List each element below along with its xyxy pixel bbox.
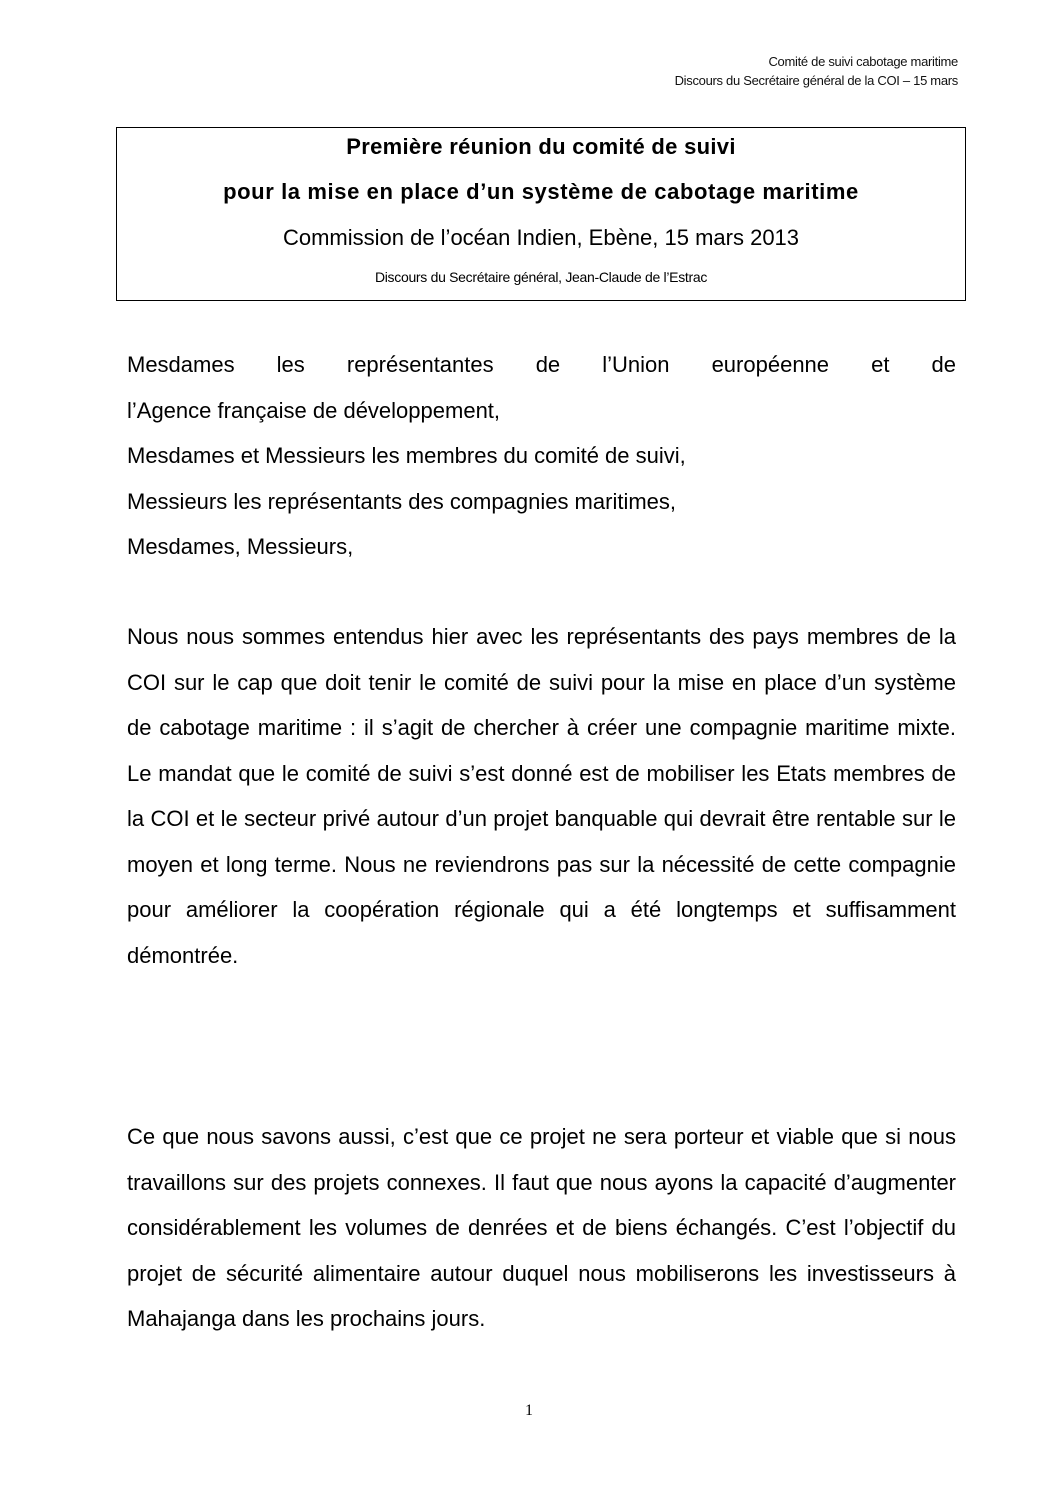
- salutations: [127, 342, 956, 570]
- body-paragraph: Ce que nous savons aussi, c’est que ce projet ne sera porteur et viable que si nous travaillons sur des projets connexes. Il faut que nous ayons la capacité d’augmenter considérablement les volumes de denrées et de biens échangés. C’est l’objectif du projet de sécurité alimentaire autour duquel nous mobiliserons les investisseurs à Mahajanga dans les prochains jours.: [127, 1124, 956, 1331]
- running-header: [675, 52, 958, 90]
- event-location-date: Commission de l’océan Indien, Ebène, 15 mars 2013: [282, 225, 800, 250]
- document-title: Première réunion du comité de suivi: [346, 134, 736, 159]
- salutation-line: Mesdames les représentantes de l’Union européenne et de: [127, 352, 956, 377]
- body-paragraph: Nous nous sommes entendus hier avec les représentants des pays membres de la COI sur le cap que doit tenir le comité de suivi pour la mise en place d’un système de cabotage maritime : il s’agit de chercher à créer une compagnie maritime mixte. Le mandat que le comité de suivi s’est donné est de mobiliser les Etats membres de la COI et le secteur privé autour d’un projet banquable qui devrait être rentable sur le moyen et long terme. Nous ne reviendrons pas sur la nécessité de cette compagnie pour améliorer la coopération régionale qui a été longtemps et suffisamment démontrée.: [127, 624, 956, 968]
- header-line-1: Comité de suivi cabotage maritime: [768, 54, 958, 69]
- paragraph-2-container: [127, 1114, 956, 1342]
- salutation-line: Messieurs les représentants des compagnies maritimes,: [127, 488, 677, 514]
- salutation-line: l’Agence française de développement,: [127, 397, 501, 423]
- header-line-2: Discours du Secrétaire général de la COI – 15 mars: [674, 73, 958, 88]
- paragraph-1-container: [127, 614, 956, 978]
- speaker-line: Discours du Secrétaire général, Jean-Claude de l’Estrac: [374, 269, 708, 285]
- document-subtitle: pour la mise en place d’un système de cabotage maritime: [223, 179, 859, 204]
- page-number: 1: [525, 1402, 533, 1419]
- salutation-line: Mesdames, Messieurs,: [127, 534, 354, 559]
- title-box: [116, 127, 966, 301]
- salutation-line: Mesdames et Messieurs les membres du comité de suivi,: [127, 443, 686, 468]
